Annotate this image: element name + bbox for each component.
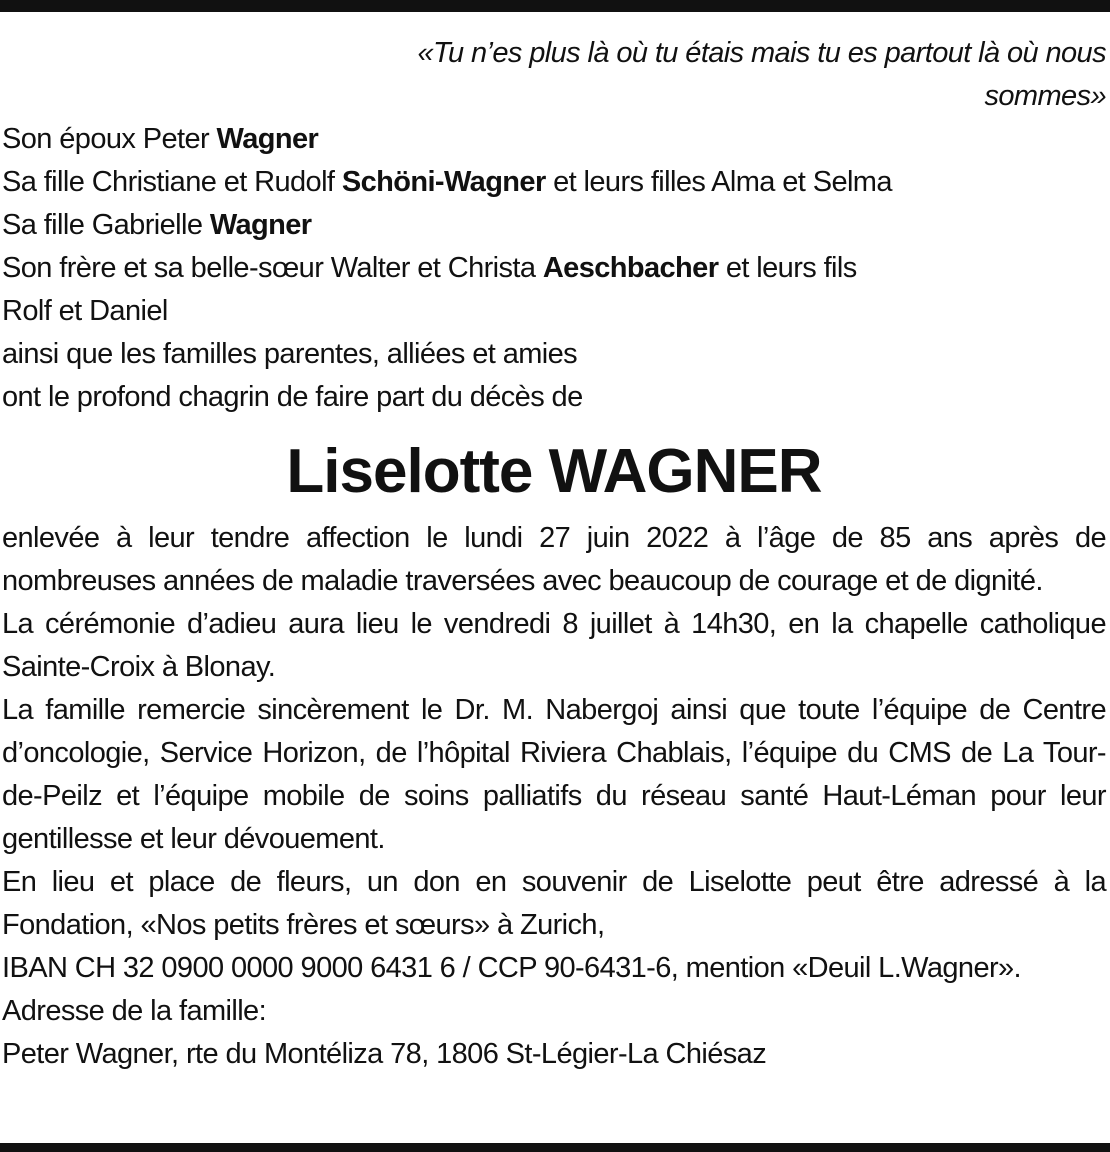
death-paragraph: enlevée à leur tendre affection le lundi 27 juin 2022 à l’âge de 85 ans après de nombreuses années de maladie traversées avec beaucoup de courage et de dignité.: [2, 522, 1106, 597]
iban-line: IBAN CH 32 0900 0000 9000 6431 6 / CCP 90-6431-6, mention «Deuil L.Wagner».: [2, 952, 1022, 984]
family-line: Son frère et sa belle-sœur Walter et Christa Aeschbacher et leurs fils: [2, 252, 857, 284]
obituary-notice: [2, 32, 1106, 1076]
ceremony-paragraph: La cérémonie d’adieu aura lieu le vendredi 8 juillet à 14h30, en la chapelle catholique Sainte-Croix à Blonay.: [2, 608, 1106, 683]
family-list: [2, 118, 1106, 419]
epigraph-quote: «Tu n’es plus là où tu étais mais tu es partout là où nous sommes»: [417, 37, 1106, 112]
top-border-rule: [0, 0, 1110, 12]
donation-paragraph: En lieu et place de fleurs, un don en souvenir de Liselotte peut être adressé à la Fondation, «Nos petits frères et sœurs» à Zurich,: [2, 866, 1106, 941]
family-line: Sa fille Gabrielle Wagner: [2, 209, 312, 241]
family-line: ont le profond chagrin de faire part du décès de: [2, 381, 583, 413]
bottom-border-rule: [0, 1143, 1110, 1152]
address-label: Adresse de la famille:: [2, 995, 267, 1027]
family-line: Son époux Peter Wagner: [2, 123, 319, 155]
family-address: Peter Wagner, rte du Montéliza 78, 1806 St-Légier-La Chiésaz: [2, 1038, 767, 1070]
family-line: Sa fille Christiane et Rudolf Schöni-Wagner et leurs filles Alma et Selma: [2, 166, 892, 198]
family-line: Rolf et Daniel: [2, 295, 168, 327]
thanks-paragraph: La famille remercie sincèrement le Dr. M. Nabergoj ainsi que toute l’équipe de Centre d’oncologie, Service Horizon, de l’hôpital Riviera Chablais, l’équipe du CMS de La Tour-de-Peilz et l’équipe mobile de soins palliatifs du réseau santé Haut-Léman pour leur gentillesse et leur dévouement.: [2, 694, 1106, 855]
deceased-name: Liselotte WAGNER: [286, 437, 822, 506]
family-line: ainsi que les familles parentes, alliées et amies: [2, 338, 578, 370]
